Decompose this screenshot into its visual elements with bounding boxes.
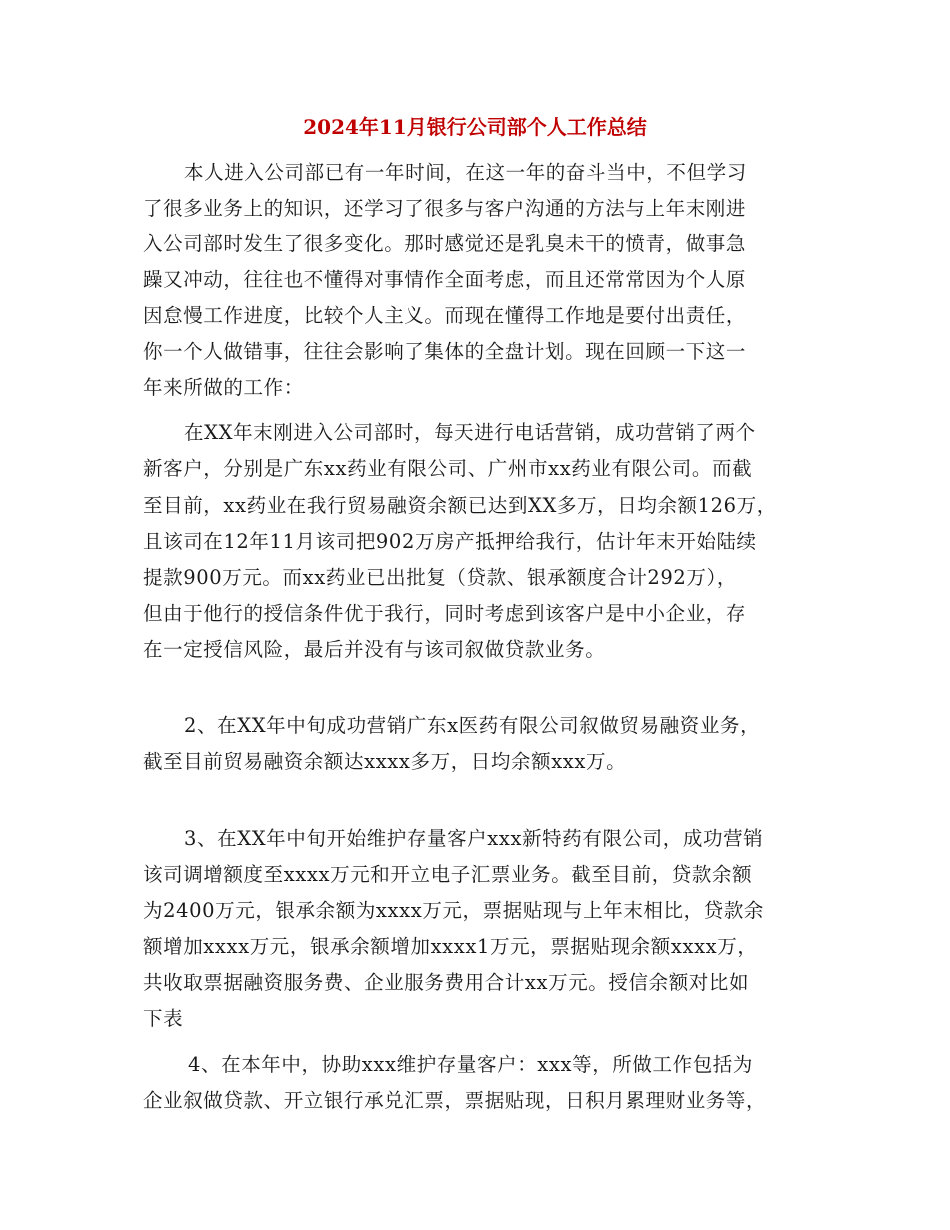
paragraph-1-line-4: 躁又冲动，往往也不懂得对事情作全面考虑，而且还常常因为个人原 — [143, 268, 747, 291]
paragraph-2-line-1: 在XX年末刚进入公司部时，每天进行电话营销，成功营销了两个 — [184, 421, 756, 444]
paragraph-2-line-7: 在一定授信风险，最后并没有与该司叙做贷款业务。 — [143, 638, 606, 661]
paragraph-1-line-5: 因怠慢工作进度，比较个人主义。而现在懂得工作地是要付出责任， — [143, 304, 747, 327]
paragraph-1-line-3: 入公司部时发生了很多变化。那时感觉还是乳臭未干的愤青，做事急 — [143, 232, 747, 255]
document-title: 2024年11月银行公司部个人工作总结 — [303, 115, 647, 139]
paragraph-4-line-1: 3、在XX年中旬开始维护存量客户xxx新特药有限公司，成功营销 — [184, 827, 764, 850]
paragraph-1-line-6: 你一个人做错事，往往会影响了集体的全盘计划。现在回顾一下这一 — [143, 340, 747, 363]
paragraph-4-line-4: 额增加xxxx万元，银承余额增加xxxx1万元，票据贴现余额xxxx万， — [143, 935, 758, 958]
paragraph-1-line-7: 年来所做的工作： — [143, 376, 304, 399]
paragraph-2-line-3: 至目前，xx药业在我行贸易融资余额已达到XX多万，日均余额126万， — [143, 494, 777, 517]
paragraph-4-line-2: 该司调增额度至xxxx万元和开立电子汇票业务。截至目前，贷款余额 — [143, 863, 753, 886]
paragraph-3-line-1: 2、在XX年中旬成功营销广东x医药有限公司叙做贸易融资业务， — [184, 714, 761, 737]
paragraph-5-line-1: 4、在本年中，协助xxx维护存量客户：xxx等，所做工作包括为 — [188, 1053, 753, 1076]
paragraph-1-line-1: 本人进入公司部已有一年时间，在这一年的奋斗当中，不但学习 — [184, 161, 747, 184]
paragraph-4-line-3: 为2400万元，银承余额为xxxx万元，票据贴现与上年末相比，贷款余 — [143, 899, 765, 922]
paragraph-4-line-6: 下表 — [143, 1007, 184, 1030]
paragraph-4-line-5: 共收取票据融资服务费、企业服务费用合计xx万元。授信余额对比如 — [143, 971, 750, 994]
paragraph-2-line-5: 提款900万元。而xx药业已出批复（贷款、银承额度合计292万）， — [143, 566, 737, 589]
paragraph-2-line-4: 且该司在12年11月该司把902万房产抵押给我行，估计年末开始陆续 — [143, 530, 757, 553]
paragraph-3-line-2: 截至目前贸易融资余额达xxxx多万，日均余额xxx万。 — [143, 750, 627, 773]
paragraph-5-line-2: 企业叙做贷款、开立银行承兑汇票，票据贴现，日积月累理财业务等， — [143, 1089, 767, 1112]
paragraph-2-line-6: 但由于他行的授信条件优于我行，同时考虑到该客户是中小企业，存 — [143, 602, 747, 625]
paragraph-1-line-2: 了很多业务上的知识，还学习了很多与客户沟通的方法与上年末刚进 — [143, 197, 747, 220]
paragraph-2-line-2: 新客户，分别是广东xx药业有限公司、广州市xx药业有限公司。而截 — [143, 457, 753, 480]
